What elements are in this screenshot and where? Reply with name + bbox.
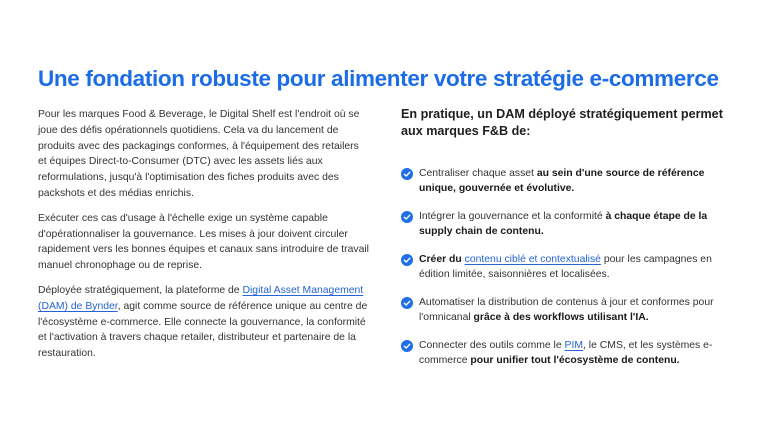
pim-link[interactable]: PIM: [564, 340, 584, 351]
benefit-item: [401, 209, 731, 239]
benefit-emphasis: à chaque étape de la supply chain de contenu.: [419, 211, 708, 237]
intro-paragraph-2: Exécuter ces cas d'usage à l'échelle exige un système capable d'opérationnaliser la gouvernance. Les mises à jour doivent circuler rapidement vers les bonnes équipes et canaux sans introduire de travail manuel chronophage ou de reprise.: [38, 212, 369, 272]
benefit-text: , le CMS, et les systèmes e-commerce: [419, 340, 713, 366]
benefit-item: [401, 252, 731, 282]
benefit-text: Automatiser la distribution de contenus à jour et conformes pour l'omnicanal: [419, 297, 714, 323]
dam-bynder-link[interactable]: Digital Asset Management (DAM) de Bynder: [38, 284, 364, 312]
benefits-heading: En pratique, un DAM déployé stratégiquement permet aux marques F&B de:: [401, 107, 723, 138]
benefit-item: [401, 166, 731, 196]
check-circle-icon: [401, 297, 413, 309]
check-circle-icon: [401, 340, 413, 352]
benefit-text: Centraliser chaque asset: [419, 168, 537, 179]
intro-column: [38, 107, 370, 371]
benefit-emphasis: au sein d'une source de référence unique, gouvernée et évolutive.: [419, 168, 705, 194]
paragraph-text: Déployée stratégiquement, la plateforme de: [38, 284, 243, 296]
check-circle-icon: [401, 254, 413, 266]
intro-paragraph-1: Pour les marques Food & Beverage, le Digital Shelf est l'endroit où se joue des défis opérationnels quotidiens. Cela va du lancement de produits avec des packagings conformes, à l'équipement des retailers et équipes Direct-to-Consumer (DTC) avec les assets liés aux reformulations, jusqu'à l'optimisation des fiches produits avec des packshots et des médias enrichis.: [38, 109, 360, 199]
benefit-emphasis: pour unifier tout l'écosystème de contenu.: [470, 355, 680, 366]
check-circle-icon: [401, 168, 413, 180]
benefit-emphasis: Créer du: [419, 254, 465, 265]
benefit-text: Connecter des outils comme le: [419, 340, 565, 351]
benefit-text: Intégrer la gouvernance et la conformité: [419, 211, 606, 222]
benefit-item: [401, 295, 731, 325]
benefit-text: pour les campagnes en édition limitée, saisonnières et localisées.: [419, 254, 712, 280]
paragraph-text: , agit comme source de référence unique au centre de l'écosystème e-commerce. Elle connecte la gouvernance, la conformité et l'activation à travers chaque retailer, distributeur et partenaire de la restauration.: [38, 300, 368, 360]
benefit-emphasis: grâce à des workflows utilisant l'IA.: [473, 312, 649, 323]
check-circle-icon: [401, 211, 413, 223]
benefits-list: [401, 166, 731, 368]
targeted-content-link[interactable]: contenu ciblé et contextualisé: [464, 254, 601, 265]
page-title: Une fondation robuste pour alimenter votre stratégie e-commerce: [38, 66, 719, 91]
benefit-item: [401, 338, 731, 368]
intro-paragraph-3: [38, 283, 370, 362]
benefits-column: [401, 106, 731, 381]
